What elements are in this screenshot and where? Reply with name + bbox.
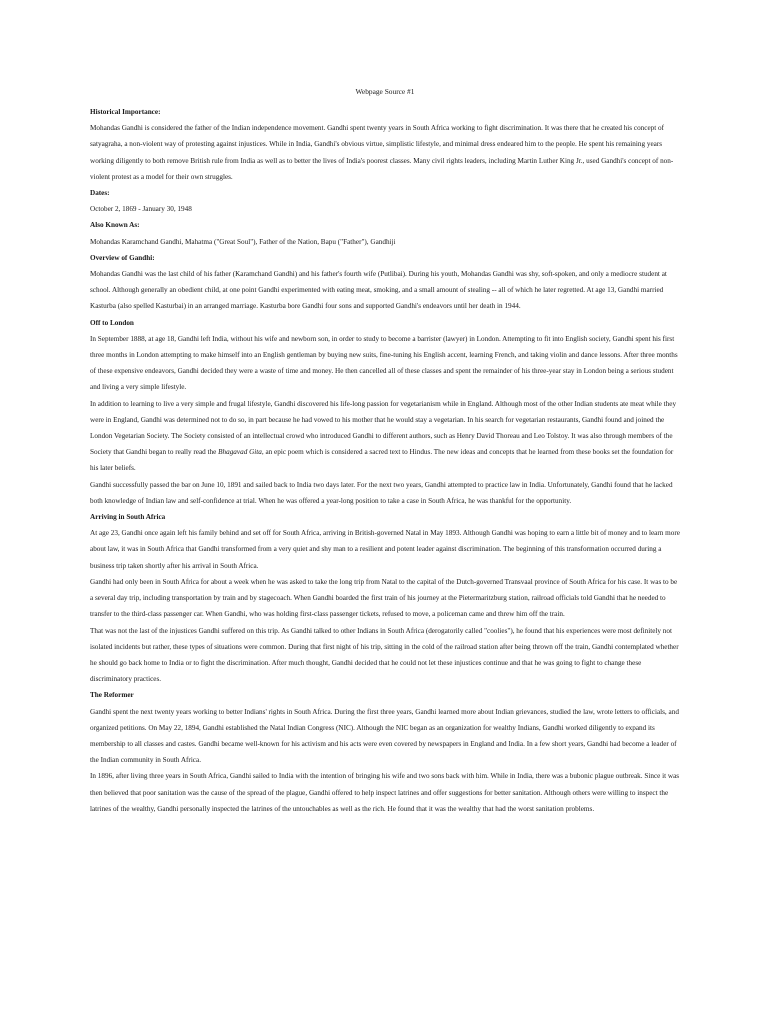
heading-overview: Overview of Gandhi: [90, 253, 155, 262]
paragraph-africa-1: At age 23, Gandhi once again left his family behind and set off for South Africa, arriving in British-governed Natal in May 1893. Although Gandhi was hoping to earn a little bit of money and to learn more about law, it was in South Africa that Gandhi transformed from a very quiet and shy man to a resilient and potent leader against discrimination. The beginning of this transformation occurred during a business trip taken shortly after his arrival in South Africa. [90, 529, 680, 570]
paragraph-historical-importance: Mohandas Gandhi is considered the father of the Indian independence movement. Gandhi spent twenty years in South Africa working to fight discrimination. It was there that he created his concept of satyagraha, a non-violent way of protesting against injustices. While in India, Gandhi's obvious virtue, simplistic lifestyle, and minimal dress endeared him to the people. He spent his remaining years working diligently to both remove British rule from India as well as to better the lives of India's poorest classes. Many civil rights leaders, including Martin Luther King Jr., used Gandhi's concept of non-violent protest as a model for their own struggles. [90, 124, 674, 181]
document-page [90, 84, 680, 817]
paragraph-london-2 [90, 396, 680, 477]
paragraph-dates: October 2, 1869 - January 30, 1948 [90, 205, 192, 214]
paragraph-london-2-text-a: In addition to learning to live a very simple and frugal lifestyle, Gandhi discovered his life-long passion for vegetarianism while in England. Although most of the other Indian students ate meat while they were in England, Gandhi was determined not to do so, in part because he had vowed to his mother that he would stay a vegetarian. In his search for vegetarian restaurants, Gandhi found and joined the London Vegetarian Society. The Society consisted of an intellectual crowd who introduced Gandhi to different authors, such as Henry David Thoreau and Leo Tolstoy. It was also through members of the Society that Gandhi began to really read the [90, 399, 677, 457]
heading-off-to-london: Off to London [90, 318, 134, 327]
paragraph-london-1: In September 1888, at age 18, Gandhi left India, without his wife and newborn son, in order to study to become a barrister (lawyer) in London. Attempting to fit into English society, Gandhi spent his first three months in London attempting to make himself into an English gentleman by buying new suits, fine-tuning his English accent, learning French, and taking violin and dance lessons. After three months of these expensive endeavors, Gandhi decided they were a waste of time and money. He then cancelled all of these classes and spent the remainder of his three-year stay in London being a serious student and living a very simple lifestyle. [90, 334, 678, 392]
paragraph-overview: Mohandas Gandhi was the last child of his father (Karamchand Gandhi) and his father's fourth wife (Putlibai). During his youth, Mohandas Gandhi was shy, soft-spoken, and only a mediocre student at school. Although generally an obedient child, at one point Gandhi experimented with eating meat, smoking, and a small amount of stealing -- all of which he later regretted. At age 13, Gandhi married Kasturba (also spelled Kasturbai) in an arranged marriage. Kasturba bore Gandhi four sons and supported Gandhi's endeavors until her death in 1944. [90, 270, 667, 311]
heading-also-known-as: Also Known As: [90, 221, 140, 230]
paragraph-also-known-as: Mohandas Karamchand Gandhi, Mahatma ("Great Soul"), Father of the Nation, Bapu ("Father"), Gandhiji [90, 237, 396, 246]
paragraph-reformer-1: Gandhi spent the next twenty years working to better Indians' rights in South Africa. During the first three years, Gandhi learned more about Indian grievances, studied the law, wrote letters to officials, and organized petitions. On May 22, 1894, Gandhi established the Natal Indian Congress (NIC). Although the NIC began as an organization for wealthy Indians, Gandhi worked diligently to expand its membership to all classes and castes. Gandhi became well-known for his activism and his acts were even covered by newspapers in England and India. In a few short years, Gandhi had become a leader of the Indian community in South Africa. [90, 707, 679, 765]
heading-historical-importance: Historical Importance: [90, 108, 161, 116]
paragraph-london-2-text-b: , an epic poem which is considered a sacred text to Hindus. The new ideas and concepts that he learned from these books set the foundation for his later beliefs. [90, 448, 674, 473]
paragraph-reformer-2: In 1896, after living three years in South Africa, Gandhi sailed to India with the intention of bringing his wife and two sons back with him. While in India, there was a bubonic plague outbreak. Since it was then believed that poor sanitation was the cause of the spread of the plague, Gandhi offered to help inspect latrines and offer suggestions for better sanitation. Although others were willing to inspect the latrines of the wealthy, Gandhi personally inspected the latrines of the untouchables as well as the rich. He found that it was the wealthy that had the worst sanitation problems. [90, 772, 680, 813]
heading-arriving-south-africa: Arriving in South Africa [90, 513, 166, 522]
heading-the-reformer: The Reformer [90, 691, 134, 700]
paragraph-africa-2: Gandhi had only been in South Africa for about a week when he was asked to take the long trip from Natal to the capital of the Dutch-governed Transvaal province of South Africa for his case. It was to be a several day trip, including transportation by train and by stagecoach. When Gandhi boarded the first train of his journey at the Pietermaritzburg station, railroad officials told Gandhi that he needed to transfer to the third-class passenger car. When Gandhi, who was holding first-class passenger tickets, refused to move, a policeman came and threw him off the train. [90, 577, 678, 619]
document-title: Webpage Source #1 [355, 87, 415, 96]
paragraph-london-3: Gandhi successfully passed the bar on June 10, 1891 and sailed back to India two days later. For the next two years, Gandhi attempted to practice law in India. Unfortunately, Gandhi found that he lacked both knowledge of Indian law and self-confidence at trial. When he was offered a year-long position to take a case in South Africa, he was thankful for the opportunity. [90, 480, 673, 505]
bhagavad-gita-title: Bhagavad Gita [218, 448, 262, 457]
heading-dates: Dates: [90, 189, 110, 198]
paragraph-africa-3: That was not the last of the injustices Gandhi suffered on this trip. As Gandhi talked to other Indians in South Africa (derogatorily called "coolies"), he found that his experiences were most definitely not isolated incidents but rather, these types of situations were common. During that first night of his trip, sitting in the cold of the railroad station after being thrown off the train, Gandhi contemplated whether he should go back home to India or to fight the discrimination. After much thought, Gandhi decided that he could not let these injustices continue and that he was going to fight to change these discriminatory practices. [90, 626, 679, 684]
